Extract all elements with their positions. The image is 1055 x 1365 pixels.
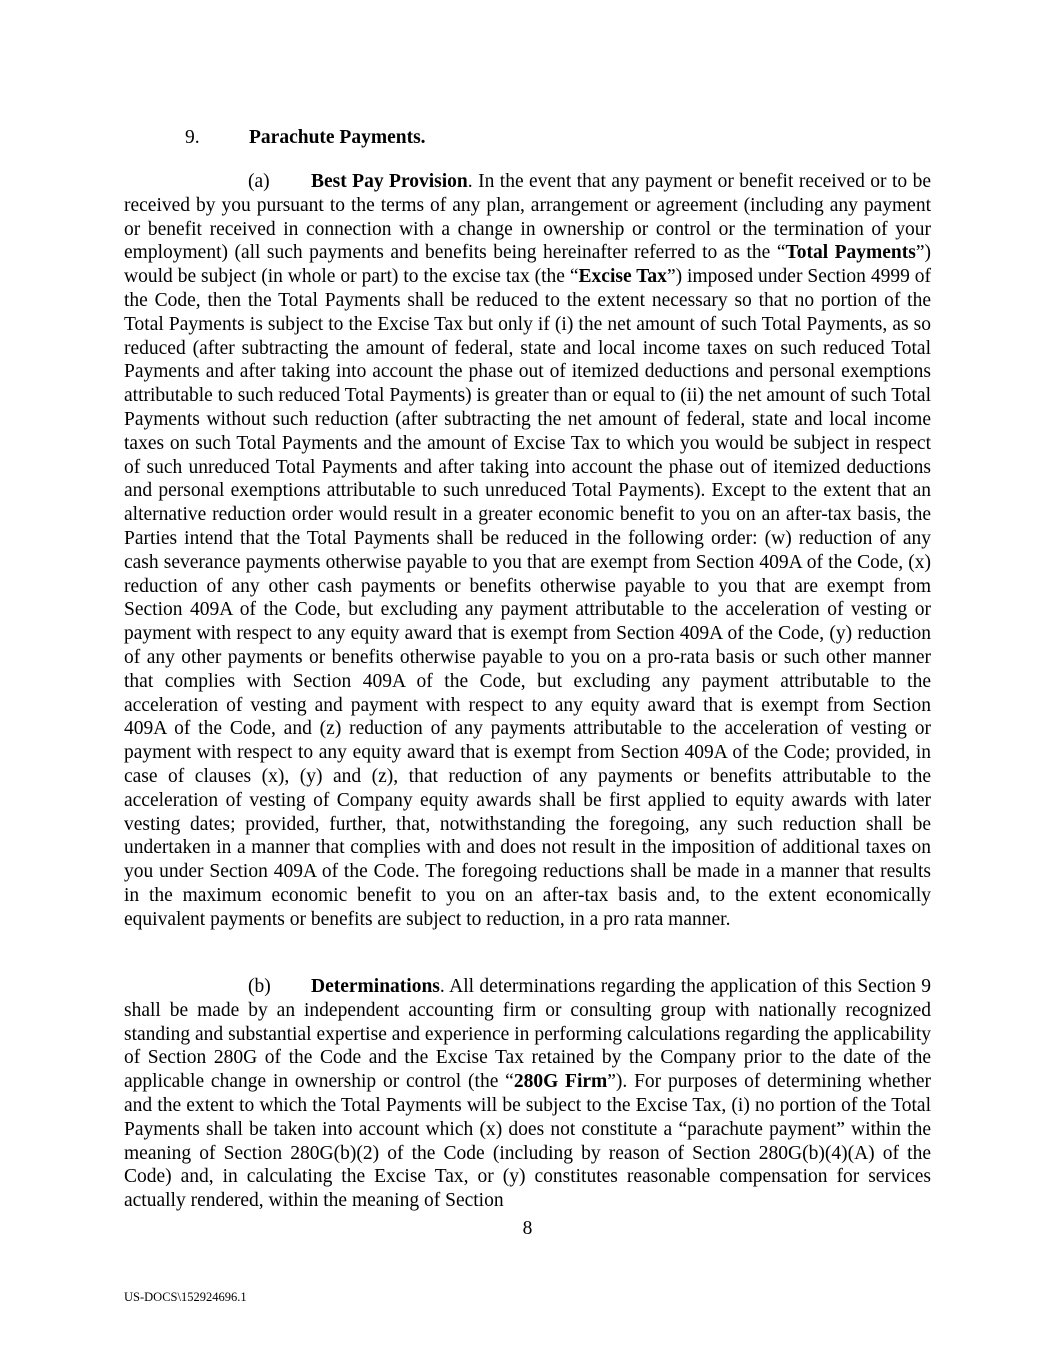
paragraph-a-text-3: ”) imposed under Section 4999 of the Code, then the Total Payments shall be reduced to the extent necessary so that no portion of the Total Payments is subject to the Excise Tax but only if (i) the net amount of such Total Payments, as so reduced (after subtracting the amount of federal, state and local income taxes on such reduced Total Payments and after taking into account the phase out of itemized deductions and personal exemptions attributable to such reduced Total Payments) is greater than or equal to (ii) the net amount of such Total Payments without such reduction (after subtracting the net amount of federal, state and local income taxes on such Total Payments and the amount of Excise Tax to which you would be subject in respect of such unreduced Total Payments and after taking into account the phase out of itemized deductions and personal exemptions attributable to such unreduced Total Payments). Except to the extent that an alternative reduction order would result in a greater economic benefit to you on an after-tax basis, the Parties intend that the Total Payments shall be reduced in the following order: (w) reduction of any cash severance payments otherwise payable to you that are exempt from Section 409A of the Code, (x) reduction of any other cash payments or benefits otherwise payable to you that are exempt from Section 409A of the Code, but excluding any payment attributable to the acceleration of vesting or payment with respect to any equity award that is exempt from Section 409A of the Code, (y) reduction of any other payments or benefits otherwise payable to you on a pro-rata basis or such other manner that complies with Section 409A of the Code, but excluding any payment attributable to the acceleration of vesting and payment with respect to any equity award that is exempt from Section 409A of the Code, and (z) reduction of any payments attributable to the acceleration of vesting or payment with respect to any equity award that is exempt from Section 409A of the Code; provided, in case of clauses (x), (y) and (z), that reduction of any payments or benefits attributable to the acceleration of vesting of Company equity awards shall be first applied to equity awards with later vesting dates; provided, further, that, notwithstanding the foregoing, any such reduction shall be undertaken in a manner that complies with and does not result in the imposition of additional taxes on you under Section 409A of the Code. The foregoing reductions shall be made in a manner that results in the maximum economic benefit to you on an after-tax basis and, to the extent economically equivalent payments or benefits are subject to reduction, in a pro rata manner. bbox=[124, 266, 931, 930]
defined-term-excise-tax: Excise Tax bbox=[578, 266, 667, 288]
paragraph-a-text-2: ”) would be subject (in whole or part) to the excise tax (the “ bbox=[124, 242, 931, 288]
paragraph-b bbox=[124, 975, 931, 1213]
paragraph-a-heading: Best Pay Provision bbox=[311, 171, 468, 192]
paragraph-b-label: (b) bbox=[248, 976, 271, 997]
defined-term-total-payments: Total Payments bbox=[785, 242, 916, 264]
paragraph-b-text-2: ”). For purposes of determining whether and the extent to which the Total Payments will be subject to the Excise Tax, (i) no portion of the Total Payments shall be taken into account which (x) does not constitute a “parachute payment” within the meaning of Section 280G(b)(2) of the Code (including by reason of Section 280G(b)(4)(A) of the Code) and, in calculating the Excise Tax, or (y) constitutes reasonable compensation for services actually rendered, within the meaning of Section bbox=[124, 1071, 931, 1212]
paragraph-a-label: (a) bbox=[248, 171, 270, 192]
paragraph-a bbox=[124, 170, 931, 932]
document-id: US-DOCS\152924696.1 bbox=[124, 1290, 247, 1304]
page-number: 8 bbox=[522, 1218, 533, 1239]
section-title: Parachute Payments. bbox=[249, 127, 426, 148]
paragraph-b-text-1: . All determinations regarding the application of this Section 9 shall be made by an independent accounting firm or consulting group with nationally recognized standing and substantial expertise and experience in performing calculations regarding the applicability of Section 280G of the Code and the Excise Tax retained by the Company prior to the date of the applicable change in ownership or control (the “ bbox=[124, 976, 931, 1093]
paragraph-a-text-1: . In the event that any payment or benefit received or to be received by you pursuant to the terms of any plan, arrangement or agreement (including any payment or benefit received in connection with a change in ownership or control or the termination of your employment) (all such payments and benefits being hereinafter referred to as the “ bbox=[124, 171, 931, 264]
paragraph-b-heading: Determinations bbox=[311, 976, 440, 997]
defined-term-280g-firm: 280G Firm bbox=[513, 1071, 608, 1093]
section-number: 9. bbox=[185, 127, 200, 148]
section-heading bbox=[185, 126, 885, 150]
